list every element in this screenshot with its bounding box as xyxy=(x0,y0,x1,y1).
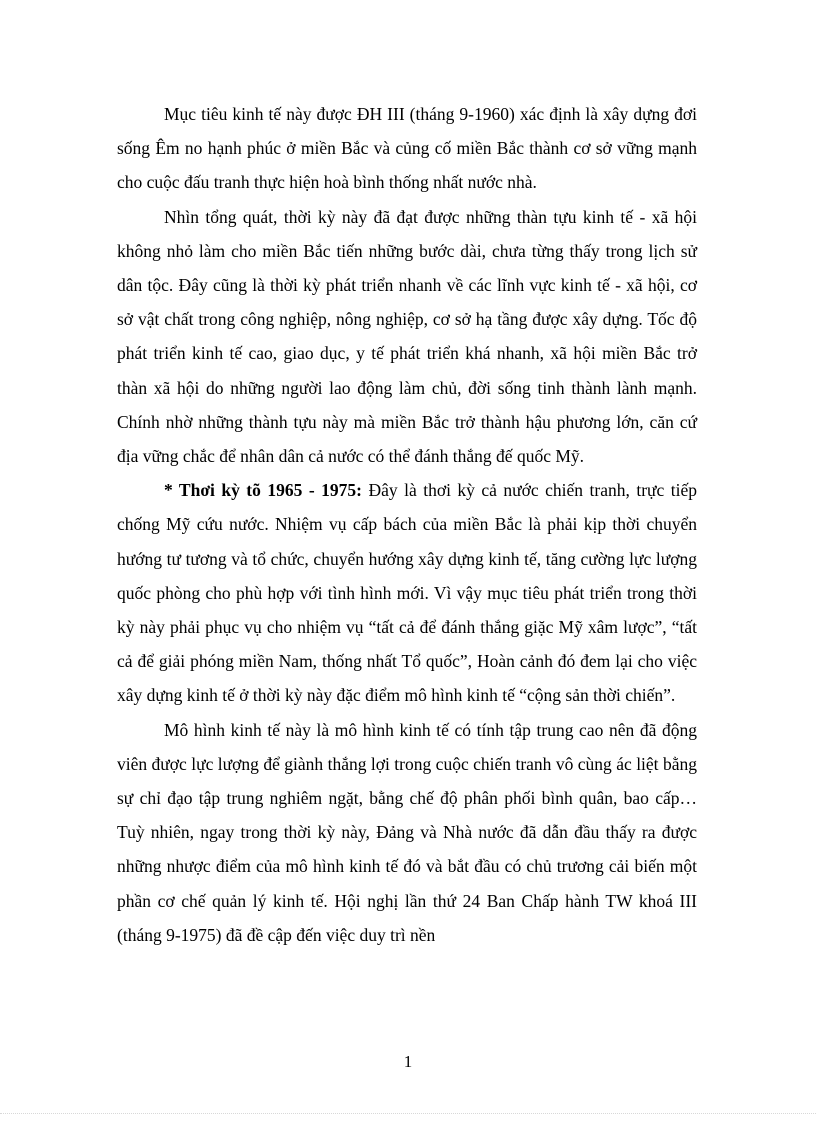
paragraph-4 xyxy=(117,713,697,952)
paragraph-2-text: Nhìn tổng quát, thời kỳ này đã đạt được những thàn tựu kinh tế - xã hội không nhỏ làm cho miền Bắc tiến những bước dài, chưa từng thấy trong lịch sử dân tộc. Đây cũng là thời kỳ phát triển nhanh về các lĩnh vực kinh tế - xã hội, cơ sở vật chất trong công nghiệp, nông nghiệp, cơ sở hạ tầng được xây dựng. Tốc độ phát triển kinh tế cao, giao dục, y tế phát triển khá nhanh, xã hội miền Bắc trở thàn xã hội do những người lao động làm chủ, đời sống tinh thành lành mạnh. Chính nhờ những thành tựu này mà miền Bắc trở thành hậu phương lớn, căn cứ địa vững chắc để nhân dân cả nước có thể đánh thắng đế quốc Mỹ. xyxy=(117,206,697,467)
body-text xyxy=(117,97,697,952)
page-number: 1 xyxy=(403,1052,413,1071)
paragraph-4-text: Mô hình kinh tế này là mô hình kinh tế có tính tập trung cao nên đã động viên được lực lượng để giành thắng lợi trong cuộc chiến tranh vô cùng ác liệt bằng sự chỉ đạo tập trung nghiêm ngặt, bằng chế độ phân phối bình quân, bao cấp… Tuỳ nhiên, ngay trong thời kỳ này, Đảng và Nhà nước đã dẫn đầu thấy ra được những nhược điểm của mô hình kinh tế đó và bắt đầu có chủ trương cải biến một phần cơ chế quản lý kinh tế. Hội nghị lần thứ 24 Ban Chấp hành TW khoá III (tháng 9-1975) đã đề cập đến việc duy trì nền xyxy=(117,719,697,945)
paragraph-1-text: Mục tiêu kinh tế này được ĐH III (tháng 9-1960) xác định là xây dựng đơi sống Êm no hạnh phúc ở miền Bắc và củng cố miền Bắc thành cơ sở vững mạnh cho cuộc đấu tranh thực hiện hoà bình thống nhất nước nhà. xyxy=(117,104,697,193)
paragraph-3-text: Đây là thơi kỳ cả nước chiến tranh, trực tiếp chống Mỹ cứu nước. Nhiệm vụ cấp bách của miền Bắc là phải kịp thời chuyển hướng tư tương và tổ chức, chuyển hướng xây dựng kinh tế, tăng cường lực lượng quốc phòng cho phù hợp với tình hình mới. Vì vậy mục tiêu phát triển trong thời kỳ này phải phục vụ cho nhiệm vụ “tất cả để đánh thắng giặc Mỹ xâm lược”, “tất cả để giải phóng miền Nam, thống nhất Tổ quốc”, Hoàn cảnh đó đem lại cho việc xây dựng kinh tế ở thời kỳ này đặc điểm mô hình kinh tế “cộng sản thời chiến”. xyxy=(117,480,697,706)
paragraph-3 xyxy=(117,473,697,712)
section-heading-1965-1975: * Thơi kỳ tõ 1965 - 1975: xyxy=(164,480,362,501)
paragraph-2 xyxy=(117,200,697,474)
page-bottom-border xyxy=(0,1113,816,1114)
paragraph-1 xyxy=(117,97,697,200)
